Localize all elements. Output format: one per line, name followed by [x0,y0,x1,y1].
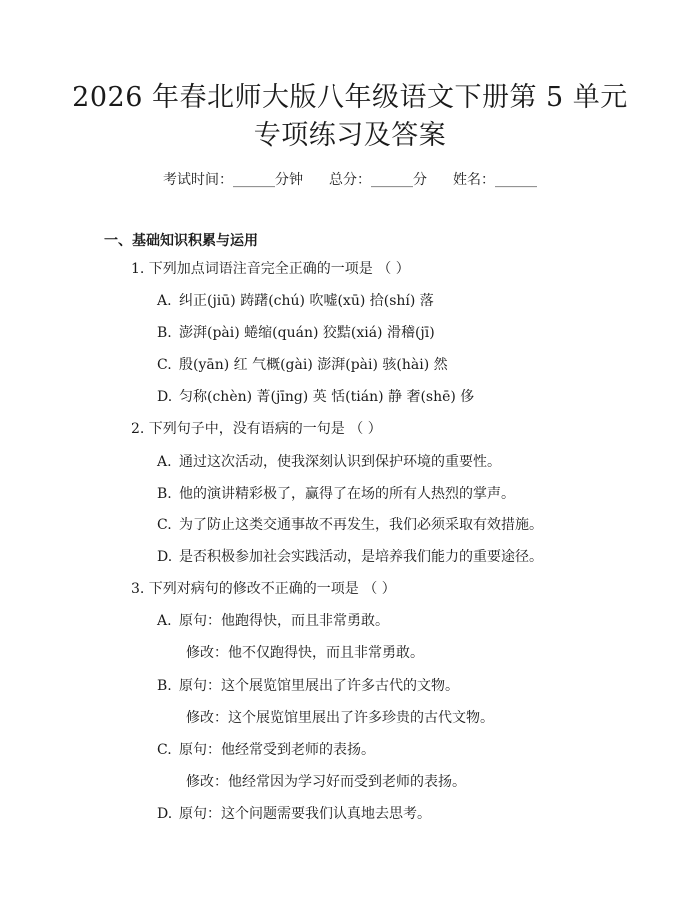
option-label: D. [157,549,173,565]
option-label: D. [157,389,173,405]
option-label: C. [157,357,172,373]
option-text: 通过这次活动，使我深刻认识到保护环境的重要性。 [179,454,501,470]
question-3-option-d [157,807,431,821]
question-2-option-a [157,455,501,469]
document-title-line-1: 2026 年春北师大版八年级语文下册第 5 单元 [72,82,628,113]
question-3-option-b-revision: 修改：这个展览馆里展出了许多珍贵的古代文物。 [186,710,494,726]
total-score-field: 总分：______分 [329,172,427,188]
section-heading: 一、基础知识积累与运用 [104,233,258,249]
option-label: C. [157,517,172,533]
question-1-option-b [157,326,435,340]
question-3-stem: 3. 下列对病句的修改不正确的一项是 （ ） [131,581,396,597]
question-3-option-b [157,679,459,693]
option-label: A. [157,293,172,309]
option-text: 为了防止这类交通事故不再发生，我们必须采取有效措施。 [179,517,543,533]
question-2-option-b [157,487,515,501]
question-1-stem: 1. 下列加点词语注音完全正确的一项是 （ ） [131,261,410,277]
question-3-option-c-revision: 修改：他经常因为学习好而受到老师的表扬。 [186,774,466,790]
option-text: 殷(yān) 红 气概(gài) 澎湃(pài) 骇(hài) 然 [179,357,448,373]
question-2-option-d [157,550,543,564]
student-name-field: 姓名：______ [453,172,537,188]
question-1-option-c [157,358,448,372]
question-2-option-c [157,518,543,532]
option-text: 是否积极参加社会实践活动，是培养我们能力的重要途径。 [179,549,543,565]
option-label: A. [157,613,172,629]
option-text: 澎湃(pài) 蜷缩(quán) 狡黠(xiá) 滑稽(jī) [179,325,435,341]
question-3-option-a [157,614,389,628]
option-label: B. [157,678,172,694]
original-sentence: 原句：他跑得快，而且非常勇敢。 [179,613,389,629]
question-3-option-c [157,743,375,757]
option-label: A. [157,454,172,470]
original-sentence: 原句：这个展览馆里展出了许多古代的文物。 [179,678,459,694]
option-text: 纠正(jiū) 踌躇(chú) 吹嘘(xū) 拾(shí) 落 [179,293,434,309]
question-3-option-a-revision: 修改：他不仅跑得快，而且非常勇敢。 [186,645,424,661]
document-title-line-2: 专项练习及答案 [253,120,447,151]
question-1-option-d [157,390,474,404]
question-1-option-a [157,294,434,308]
exam-info-line [0,169,700,189]
option-label: C. [157,742,172,758]
exam-time-field: 考试时间：______分钟 [163,172,303,188]
original-sentence: 原句：他经常受到老师的表扬。 [179,742,375,758]
option-label: D. [157,806,173,822]
option-label: B. [157,325,172,341]
option-text: 匀称(chèn) 菁(jīng) 英 恬(tián) 静 奢(shē) 侈 [179,389,475,405]
option-text: 他的演讲精彩极了，赢得了在场的所有人热烈的掌声。 [179,486,515,502]
question-2-stem: 2. 下列句子中，没有语病的一句是 （ ） [131,421,382,437]
original-sentence: 原句：这个问题需要我们认真地去思考。 [179,806,431,822]
option-label: B. [157,486,172,502]
